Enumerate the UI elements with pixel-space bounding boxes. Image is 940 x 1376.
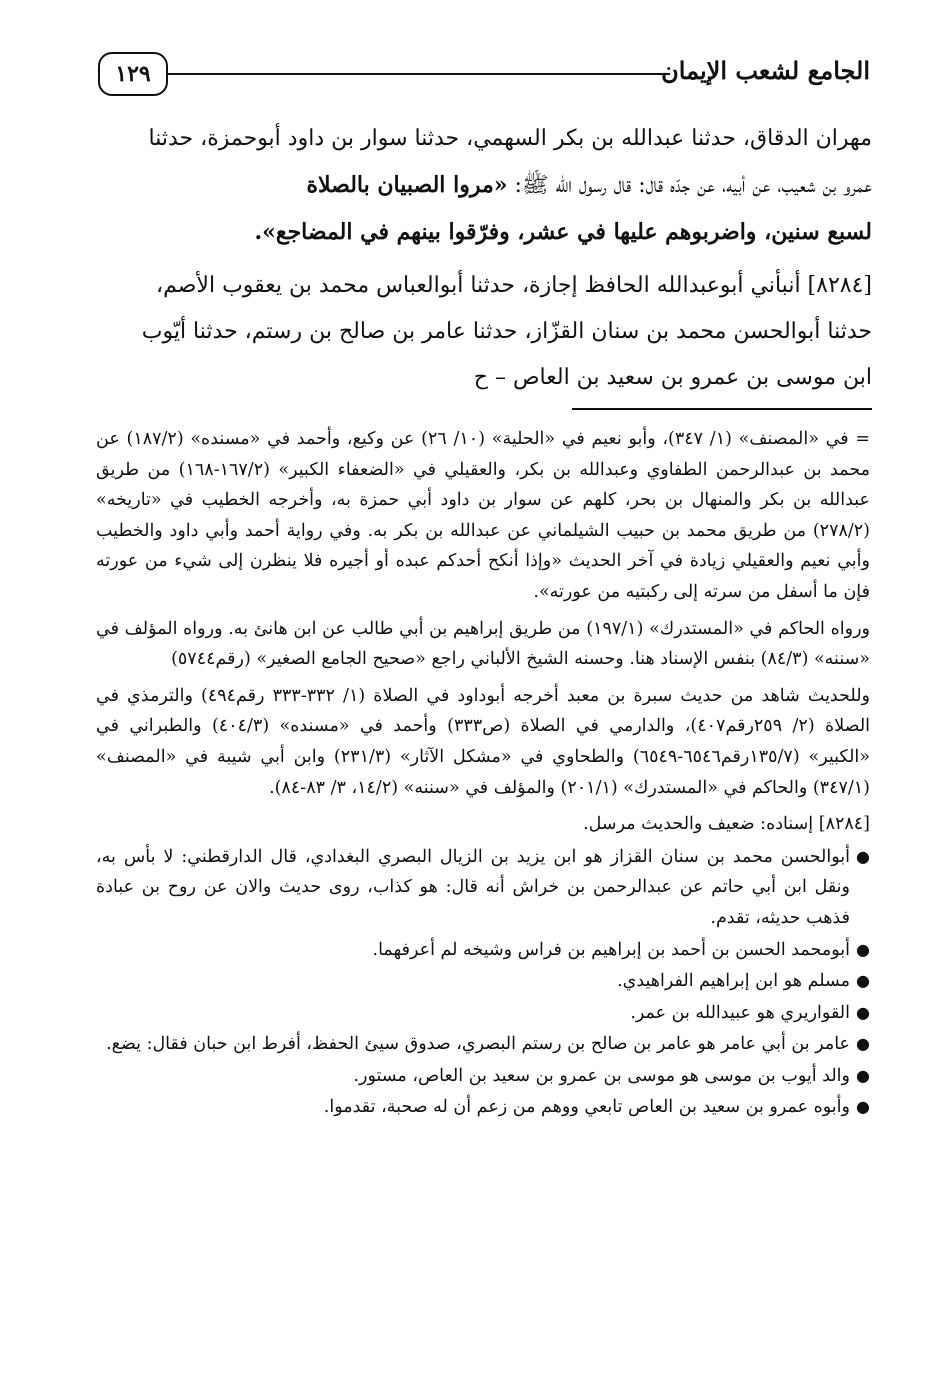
footnote-paragraph: ورواه الحاكم في «المستدرك» (١٩٧/١) من طريق إبراهيم بن أبي طالب عن ابن هانئ به. ورواه المؤلف في «سننه» (٨٤/٣) بنفس الإسناد هنا. وحسنه الشيخ الألباني راجع «صحيح الجامع الصغير» (رقم٥٧٤٤) (96, 618, 870, 670)
bullet-icon: ● (856, 1034, 870, 1054)
list-item (96, 1092, 870, 1123)
list-item-text: مسلم هو ابن إبراهيم الفراهيدي. (617, 971, 850, 992)
bullet-icon: ● (856, 1097, 870, 1117)
footnote-separator (572, 408, 872, 410)
main-text (100, 116, 872, 401)
list-item-text: أبومحمد الحسن بن أحمد بن إبراهيم بن فراس وشيخه لم أعرفهما. (372, 939, 850, 960)
footnote-paragraph: = في «المصنف» (١/ ٣٤٧)، وأبو نعيم في «الحلية» (١٠/ ٢٦) عن وكيع، وأحمد في «مسنده» (١٨٧/٢) عن محمد بن عبدالرحمن الطفاوي وعبدالله بن بكر، والعقيلي في «الضعفاء الكبير» (١٦٧/٢-١٦٨) من طريق عبدالله بن بكر والمنهال بن بحر، كلهم عن سوار بن داود أبي حمزة به، وأخرجه الخطيب في «تاريخه» (٢٧٨/٢) من طريق محمد بن حبيب الشيلماني عن عبدالله بن بكر به. وفي رواية أحمد وأبي داود والخطيب وأبي نعيم والعقيلي زيادة في آخر الحديث «وإذا أنكح أحدكم عبده أو أجيره فلا ينظرن إلى شيء من عورته فإن ما أسفل من سرته إلى ركبتيه من عورته». (96, 429, 871, 602)
bullet-icon: ● (856, 846, 870, 866)
list-item (96, 966, 870, 997)
main-line: ابن موسى بن عمرو بن سعيد بن العاص – ح (473, 365, 872, 390)
main-line: مهران الدقاق، حدثنا عبدالله بن بكر السهمي، حدثنا سوار بن داود أبوحمزة، حدثنا (148, 126, 872, 151)
bullet-icon: ● (856, 939, 870, 959)
footnote-paragraph: وللحديث شاهد من حديث سبرة بن معبد أخرجه أبوداود في الصلاة (١/ ٣٣٢-٣٣٣ رقم٤٩٤) والترمذي في الصلاة (٢/ ٢٥٩رقم٤٠٧)، والدارمي في الصلاة (ص٣٣٣) وأحمد في «مسنده» (٤٠٤/٣) والطبراني في «الكبير» (١٣٥/٧رقم٦٥٤٦-٦٥٤٩) والطحاوي في «مشكل الآثار» (٢٣١/٣) وابن أبي شيبة في «المصنف» (٣٤٧/١) والحاكم في «المستدرك» (٢٠١/١) والمؤلف في «سننه» (١٤/٢، ٣/ ٨٣-٨٤). (96, 685, 871, 798)
list-item (96, 935, 870, 966)
bullet-icon: ● (856, 1065, 870, 1085)
hadith-text-bold: لسبع سنين، واضربوهم عليها في عشر، وفرّقوا بينهم في المضاجع». (254, 219, 872, 245)
paragraph-gap (100, 255, 872, 263)
bullet-icon: ● (856, 971, 870, 991)
narrator-list (96, 842, 870, 1123)
main-line (100, 162, 872, 209)
main-line: حدثنا أبوالحسن محمد بن سنان القزّاز، حدثنا عامر بن صالح بن رستم، حدثنا أيّوب (141, 319, 872, 344)
list-item (96, 998, 870, 1029)
hadith-text-bold: «مروا الصبيان بالصلاة (306, 172, 508, 198)
header-rule (158, 73, 670, 75)
running-title: الجامع لشعب الإيمان (661, 56, 870, 85)
page-header (98, 46, 870, 106)
bullet-icon: ● (856, 1002, 870, 1022)
list-item-text: أبوالحسن محمد بن سنان القزاز هو ابن يزيد بن الزيال البصري البغدادي، قال الدارقطني: لا بأس به، ونقل ابن أبي حاتم عن عبدالرحمن بن خراش أنه قال: هو كذاب، روى حديث والان عن روح بن عبادة فذهب حديثه، تقدم. (96, 846, 850, 928)
list-item (96, 842, 870, 934)
list-item-text: والد أيوب بن موسى هو موسى بن عمرو بن سعيد بن العاص، مستور. (353, 1065, 850, 1086)
main-line-plain: عمرو بن شعيب، عن أبيه، عن جدّه قال: قال رسول الله ﷺ: (507, 173, 872, 198)
list-item-text: عامر بن أبي عامر هو عامر بن صالح بن رستم البصري، صدوق سيئ الحفظ، أفرط ابن حبان فقال: يضع. (106, 1034, 850, 1055)
isnad-header: [٨٢٨٤] إسناده: ضعيف والحديث مرسل. (583, 814, 870, 835)
page-number: ١٢٩ (98, 52, 168, 96)
main-line: [٨٢٨٤] أنبأني أبوعبدالله الحافظ إجازة، حدثنا أبوالعباس محمد بن يعقوب الأصم، (156, 273, 872, 298)
list-item (96, 1061, 870, 1092)
list-item (96, 1029, 870, 1060)
list-item-text: القواريري هو عبيدالله بن عمر. (630, 1002, 850, 1023)
list-item-text: وأبوه عمرو بن سعيد بن العاص تابعي ووهم من زعم أن له صحبة، تقدموا. (323, 1097, 850, 1118)
footnotes (96, 424, 870, 1124)
